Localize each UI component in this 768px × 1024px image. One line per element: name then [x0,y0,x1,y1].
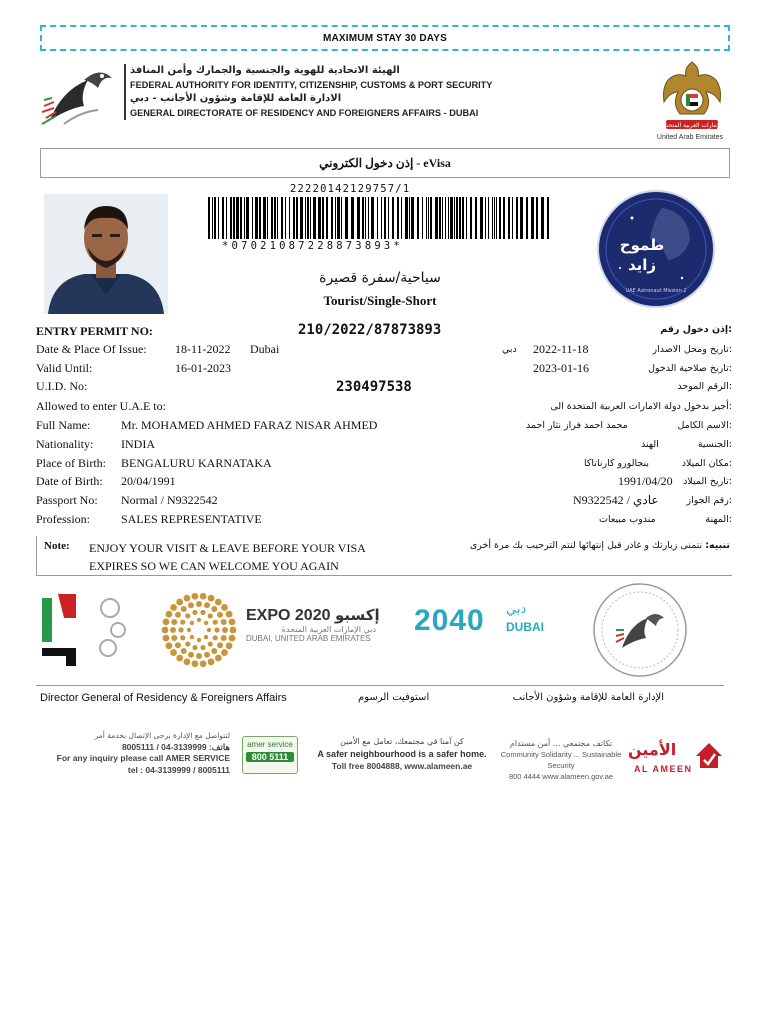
fees-paid-ar: استوفيت الرسوم [358,692,430,703]
directorate-ar: الإدارة العامة للإقامة وشؤون الأجانب [512,692,664,703]
full-name-value: Mr. MOHAMED AHMED FARAZ NISAR AHMED [121,418,378,432]
entry-permit-number: 210/2022/87873893 [298,322,442,338]
issue-place-ar: دبي [502,344,517,355]
passport-row [36,493,732,511]
badge-title-2: زايد [627,256,657,274]
amer-contact-text [40,730,230,776]
date-of-birth-value-ar: 1991/04/20 [618,474,673,488]
profession-row [36,512,732,530]
portrait-photo-icon [44,194,168,314]
passport-value: Normal / N9322542 [121,493,218,507]
valid-until-label: Valid Until: [36,361,93,375]
uid-label-ar: الرقم الموحد: [677,381,732,392]
maximum-stay-banner [40,25,730,51]
badge-title-1: طموح [619,236,665,254]
al-ameen-en: AL AMEEN [634,764,693,774]
safe-en: A safer neighbourhood is a safer home. [317,749,487,759]
place-of-birth-label-ar: مكان الميلاد: [681,458,732,469]
expo-title: EXPO 2020 [246,607,331,624]
expo-subtitle-en: DUBAI, UNITED ARAB EMIRATES [246,634,371,643]
nationality-value: INDIA [121,437,155,451]
authority-names [124,64,493,120]
issue-date-ar: 2022-11-18 [533,342,589,356]
allowed-row [36,399,732,417]
profession-label: Profession: [36,512,90,526]
issue-label-ar: تاريخ ومحل الاصدار: [652,344,732,355]
entry-permit-label: ENTRY PERMIT NO: [36,324,153,338]
emblem-banner-text: الإمارات العربية المتحدة [662,122,722,129]
authority-round-seal-icon [588,580,692,680]
authority-name-en: FEDERAL AUTHORITY FOR IDENTITY, CITIZENSHIP, CUSTOMS & PORT SECURITY [130,80,493,90]
passport-photo [44,194,168,314]
valid-until-label-ar: تاريخ صلاحية الدخول: [648,363,732,374]
barcode-top-number: 22220142129757/1 [290,183,411,195]
full-name-label: Full Name: [36,418,91,432]
partner-logos [36,586,732,682]
dubai-2040-logo [414,604,554,638]
date-of-birth-row [36,474,732,492]
community-ar: تكاتف مجتمعي ... أمن مستدام [509,739,613,748]
dubai-2040-ar: دبي [506,602,527,617]
passport-label: Passport No: [36,493,98,507]
visa-type-en: Tourist/Single-Short [323,293,437,308]
passport-label-ar: رقم الجواز: [686,495,732,506]
allowed-label: Allowed to enter U.A.E to: [36,399,166,413]
zayed-ambition-badge-icon [592,188,720,310]
issue-date: 18-11-2022 [175,342,231,356]
place-of-birth-value: BENGALURU KARNATAKA [121,456,272,470]
evisa-title-box [40,148,730,178]
falcon-logo-icon [40,60,120,132]
amer-service-badge [242,736,298,774]
amer-tel: tel : 04-3139999 / 8005111 [127,764,230,775]
note-text: ENJOY YOUR VISIT & LEAVE BEFORE YOUR VISA EXPIRES SO WE CAN WELCOME YOU AGAIN [89,541,366,573]
entry-permit-row [36,322,732,340]
note-ar [400,540,730,551]
amer-contact-ar: لتتواصل مع الإدارة برجى الإتصال بخدمة أمر [94,731,230,740]
barcode-bottom-number: *07021087228873893* [222,240,403,252]
directorate-name-ar: الادارة العامة للإقامة وشؤون الأجانب - دبي [130,93,342,104]
valid-until-value: 16-01-2023 [175,361,231,375]
expo-text [246,606,386,643]
expo-subtitle-ar: دبي الإمارات العربية المتحدة [281,625,376,634]
al-ameen-house-icon [694,740,724,770]
evisa-title: إذن دخول الكتروني - eVisa [319,155,451,170]
entry-permit-label-ar: إذن دخول رقم: [660,324,732,335]
dubai-2040-number: 2040 [414,604,485,637]
authority-header [40,58,730,144]
note-text-ar: نتمنى زيارتك و غادر قبل إنتهائها لنتم الترحيب بك مرة أخرى [469,540,703,551]
signature-divider [36,685,724,686]
nationality-label-ar: الجنسية: [697,439,732,450]
al-ameen-logo [628,738,732,778]
profession-value: SALES REPRESENTATIVE [121,512,262,526]
date-of-birth-label-ar: تاريخ الميلاد: [683,476,732,487]
authority-name-ar: الهيئة الاتحادية للهوية والجنسية والجمارك وأمن المنافذ [130,65,400,76]
maximum-stay-text: MAXIMUM STAY 30 DAYS [322,32,448,44]
safe-neighbourhood-text [312,736,492,772]
footer [40,730,728,790]
full-name-value-ar: محمد احمد فراز نثار احمد [526,420,628,431]
amer-contact-en: For any inquiry please call AMER SERVICE [56,753,230,763]
amer-badge-number: 800 5111 [246,752,294,762]
place-of-birth-row [36,456,732,474]
expo-2020-logo-icon [158,590,240,670]
uae-emblem-icon [654,58,730,144]
uid-row [36,379,732,397]
badge-caption: UAE Astronaut Mission 2 [625,288,687,294]
profession-label-ar: المهنة: [705,514,732,525]
valid-until-value-ar: 2023-01-16 [533,361,589,375]
issue-label: Date & Place Of Issue: [36,342,147,356]
nationality-value-ar: الهند [641,439,659,450]
profession-value-ar: مندوب مبيعات [599,514,656,525]
date-of-birth-label: Date of Birth: [36,474,103,488]
note-box [36,536,732,576]
emblem-caption: United Arab Emirates [656,134,724,141]
directorate-name-en: GENERAL DIRECTORATE OF RESIDENCY AND FOREIGNERS AFFAIRS - DUBAI [130,108,479,118]
full-name-label-ar: الاسم الكامل: [677,420,732,431]
dubai-2040-label: DUBAI [506,620,544,634]
issue-place: Dubai [250,342,280,356]
allowed-label-ar: أجيز بدخول دولة الامارات العربية المتحدة الى: [550,401,732,412]
community-solidarity-text [498,738,624,782]
nationality-row [36,437,732,455]
amer-badge-label: amer service [247,740,293,749]
uid-label: U.I.D. No: [36,379,88,393]
uid-value: 230497538 [336,379,412,395]
director-title: Director General of Residency & Foreigners Affairs [40,692,287,704]
place-of-birth-value-ar: بنجالورو كارناتاكا [584,458,650,469]
place-of-birth-label: Place of Birth: [36,456,106,470]
al-ameen-ar: الأمين [628,740,677,759]
community-small: 800 4444 www.alameen.gov.ae [508,772,614,781]
emirates-letters-logo-icon [36,588,136,672]
barcode-icon [208,197,550,239]
date-of-birth-value: 20/04/1991 [121,474,176,488]
amer-phone-ar: 8005111 / 04-3139999 :هاتف [121,741,230,752]
issue-row [36,342,732,360]
note-label-ar: تنبيه: [705,540,730,551]
note-label: Note: [44,540,70,552]
expo-title-ar: إكسبو [334,606,380,624]
valid-until-row [36,361,732,379]
safe-ar: كن آمنا في مجتمعك، تعامل مع الأمين [340,737,464,746]
visa-type-ar: سياحية/سفرة قصيرة [319,270,441,286]
safe-toll: Toll free 8004888, www.alameen.ae [331,761,473,771]
community-en: Community Solidarity ... Sustainable Security [500,750,622,770]
passport-value-ar: N9322542 / عادي [573,493,659,507]
nationality-label: Nationality: [36,437,94,451]
signature-row [40,692,728,708]
full-name-row [36,418,732,436]
